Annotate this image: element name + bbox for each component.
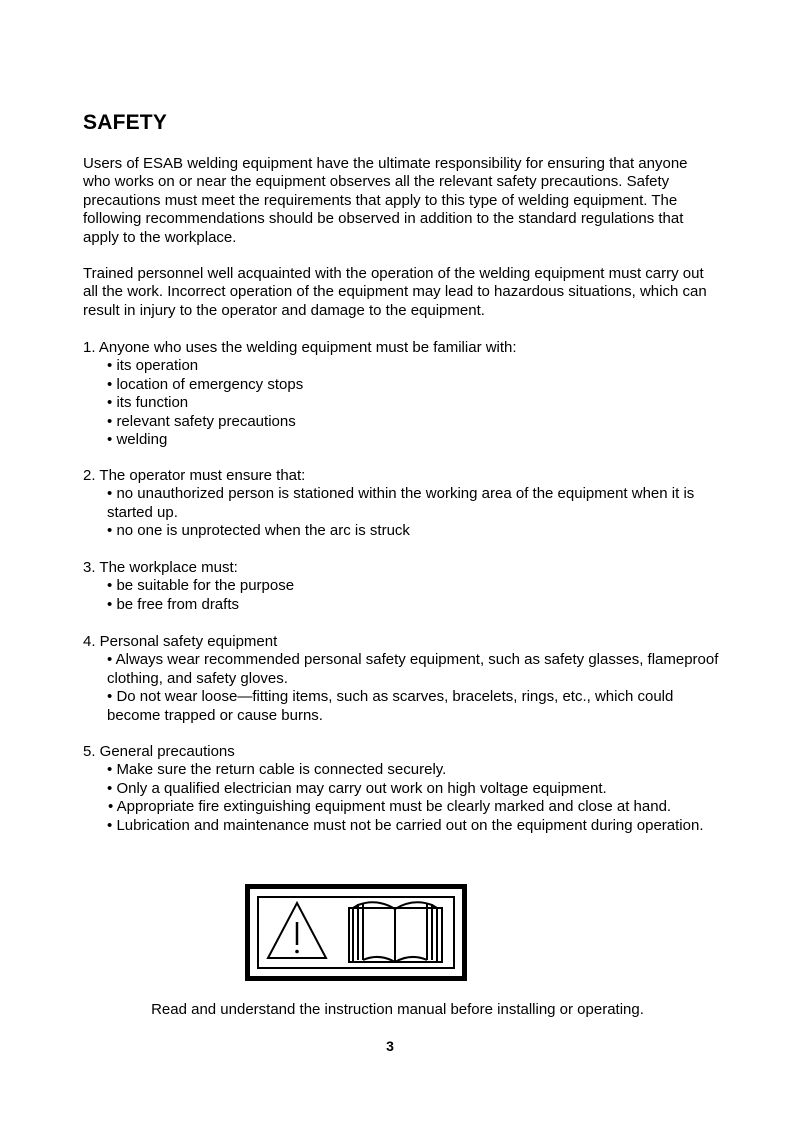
list-item [107, 577, 723, 595]
list-item-text: relevant safety precautions [116, 412, 296, 430]
read-manual-symbol [245, 884, 467, 981]
bullet-marker: • [107, 595, 113, 613]
list-item [107, 522, 723, 540]
list-item [107, 357, 723, 375]
list-item-text: be free from drafts [116, 595, 239, 613]
list-item-text: Make sure the return cable is connected securely. [116, 761, 447, 779]
list-item-text: no one is unprotected when the arc is struck [116, 522, 410, 540]
list-item [107, 596, 723, 614]
bullet-marker: • [107, 779, 113, 797]
list-item [107, 817, 723, 835]
list-item-text: Only a qualified electrician may carry out work on high voltage equipment. [116, 779, 607, 797]
section-heading: 2. The operator must ensure that: [83, 467, 306, 484]
list-item [107, 376, 723, 394]
section-general-precautions [83, 743, 723, 835]
open-book-icon [349, 902, 442, 962]
list-item-text: no unauthorized person is stationed within the working area of the equipment when it is started up. [107, 485, 695, 521]
list-item [107, 431, 723, 449]
list-item [107, 485, 723, 522]
bullet-marker: • [107, 688, 113, 706]
bullet-marker: • [107, 522, 113, 540]
bullet-marker: • [107, 357, 113, 375]
bullet-list [83, 357, 723, 449]
list-item-text: Do not wear loose—fitting items, such as scarves, bracelets, rings, etc., which could become trapped or cause burns. [107, 688, 674, 724]
bullet-marker: • [107, 394, 113, 412]
section-heading: 1. Anyone who uses the welding equipment must be familiar with: [83, 339, 517, 356]
bullet-marker: • [107, 375, 113, 393]
bullet-marker: • [108, 798, 114, 816]
list-item [107, 651, 723, 688]
list-item [107, 688, 723, 725]
list-item [107, 780, 723, 798]
bullet-marker: • [107, 485, 113, 503]
section-personal-safety [83, 633, 723, 725]
bullet-list [83, 577, 723, 614]
bullet-marker: • [107, 412, 113, 430]
section-heading: 3. The workplace must: [83, 559, 238, 576]
section-familiarity [83, 339, 723, 449]
intro-paragraph: Users of ESAB welding equipment have the ultimate responsibility for ensuring that anyone who works on or near the equipment observes all the relevant safety precautions. Safety precautions must meet the requirements that apply to this type of welding equipment. The following recommendations should be observed in addition to the standard regulations that apply to the workplace. [83, 155, 688, 246]
page-title: SAFETY [83, 111, 168, 134]
section-heading: 5. General precautions [83, 743, 235, 760]
list-item-text: location of emergency stops [116, 375, 304, 393]
section-heading: 4. Personal safety equipment [83, 633, 278, 650]
list-item-text: Appropriate fire extinguishing equipment must be clearly marked and close at hand. [116, 798, 672, 816]
page-number: 3 [386, 1038, 394, 1054]
symbol-graphic [245, 884, 467, 981]
section-workplace [83, 559, 723, 614]
list-item-text: Always wear recommended personal safety equipment, such as safety glasses, flameproof clothing, and safety gloves. [107, 651, 719, 687]
list-item-text: be suitable for the purpose [116, 577, 295, 595]
manual-caption: Read and understand the instruction manual before installing or operating. [151, 1001, 644, 1018]
bullet-list [83, 761, 723, 835]
personnel-paragraph: Trained personnel well acquainted with the operation of the welding equipment must carry out all the work. Incorrect operation of the equipment may lead to hazardous situations, which can result in injury to the operator and damage to the equipment. [83, 265, 707, 319]
list-item [107, 394, 723, 412]
warning-triangle-icon [268, 903, 326, 958]
section-operator [83, 467, 723, 541]
bullet-marker: • [107, 651, 113, 669]
list-item-text: its operation [116, 357, 199, 375]
bullet-marker: • [107, 577, 113, 595]
list-item [107, 798, 723, 816]
list-item [107, 413, 723, 431]
list-item-text: Lubrication and maintenance must not be carried out on the equipment during operation. [116, 816, 704, 834]
bullet-list [83, 651, 723, 725]
bullet-marker: • [107, 431, 113, 449]
bullet-marker: • [107, 761, 113, 779]
list-item-text: its function [116, 394, 189, 412]
list-item-text: welding [116, 431, 168, 449]
bullet-list [83, 485, 723, 540]
list-item [107, 761, 723, 779]
bullet-marker: • [107, 816, 113, 834]
